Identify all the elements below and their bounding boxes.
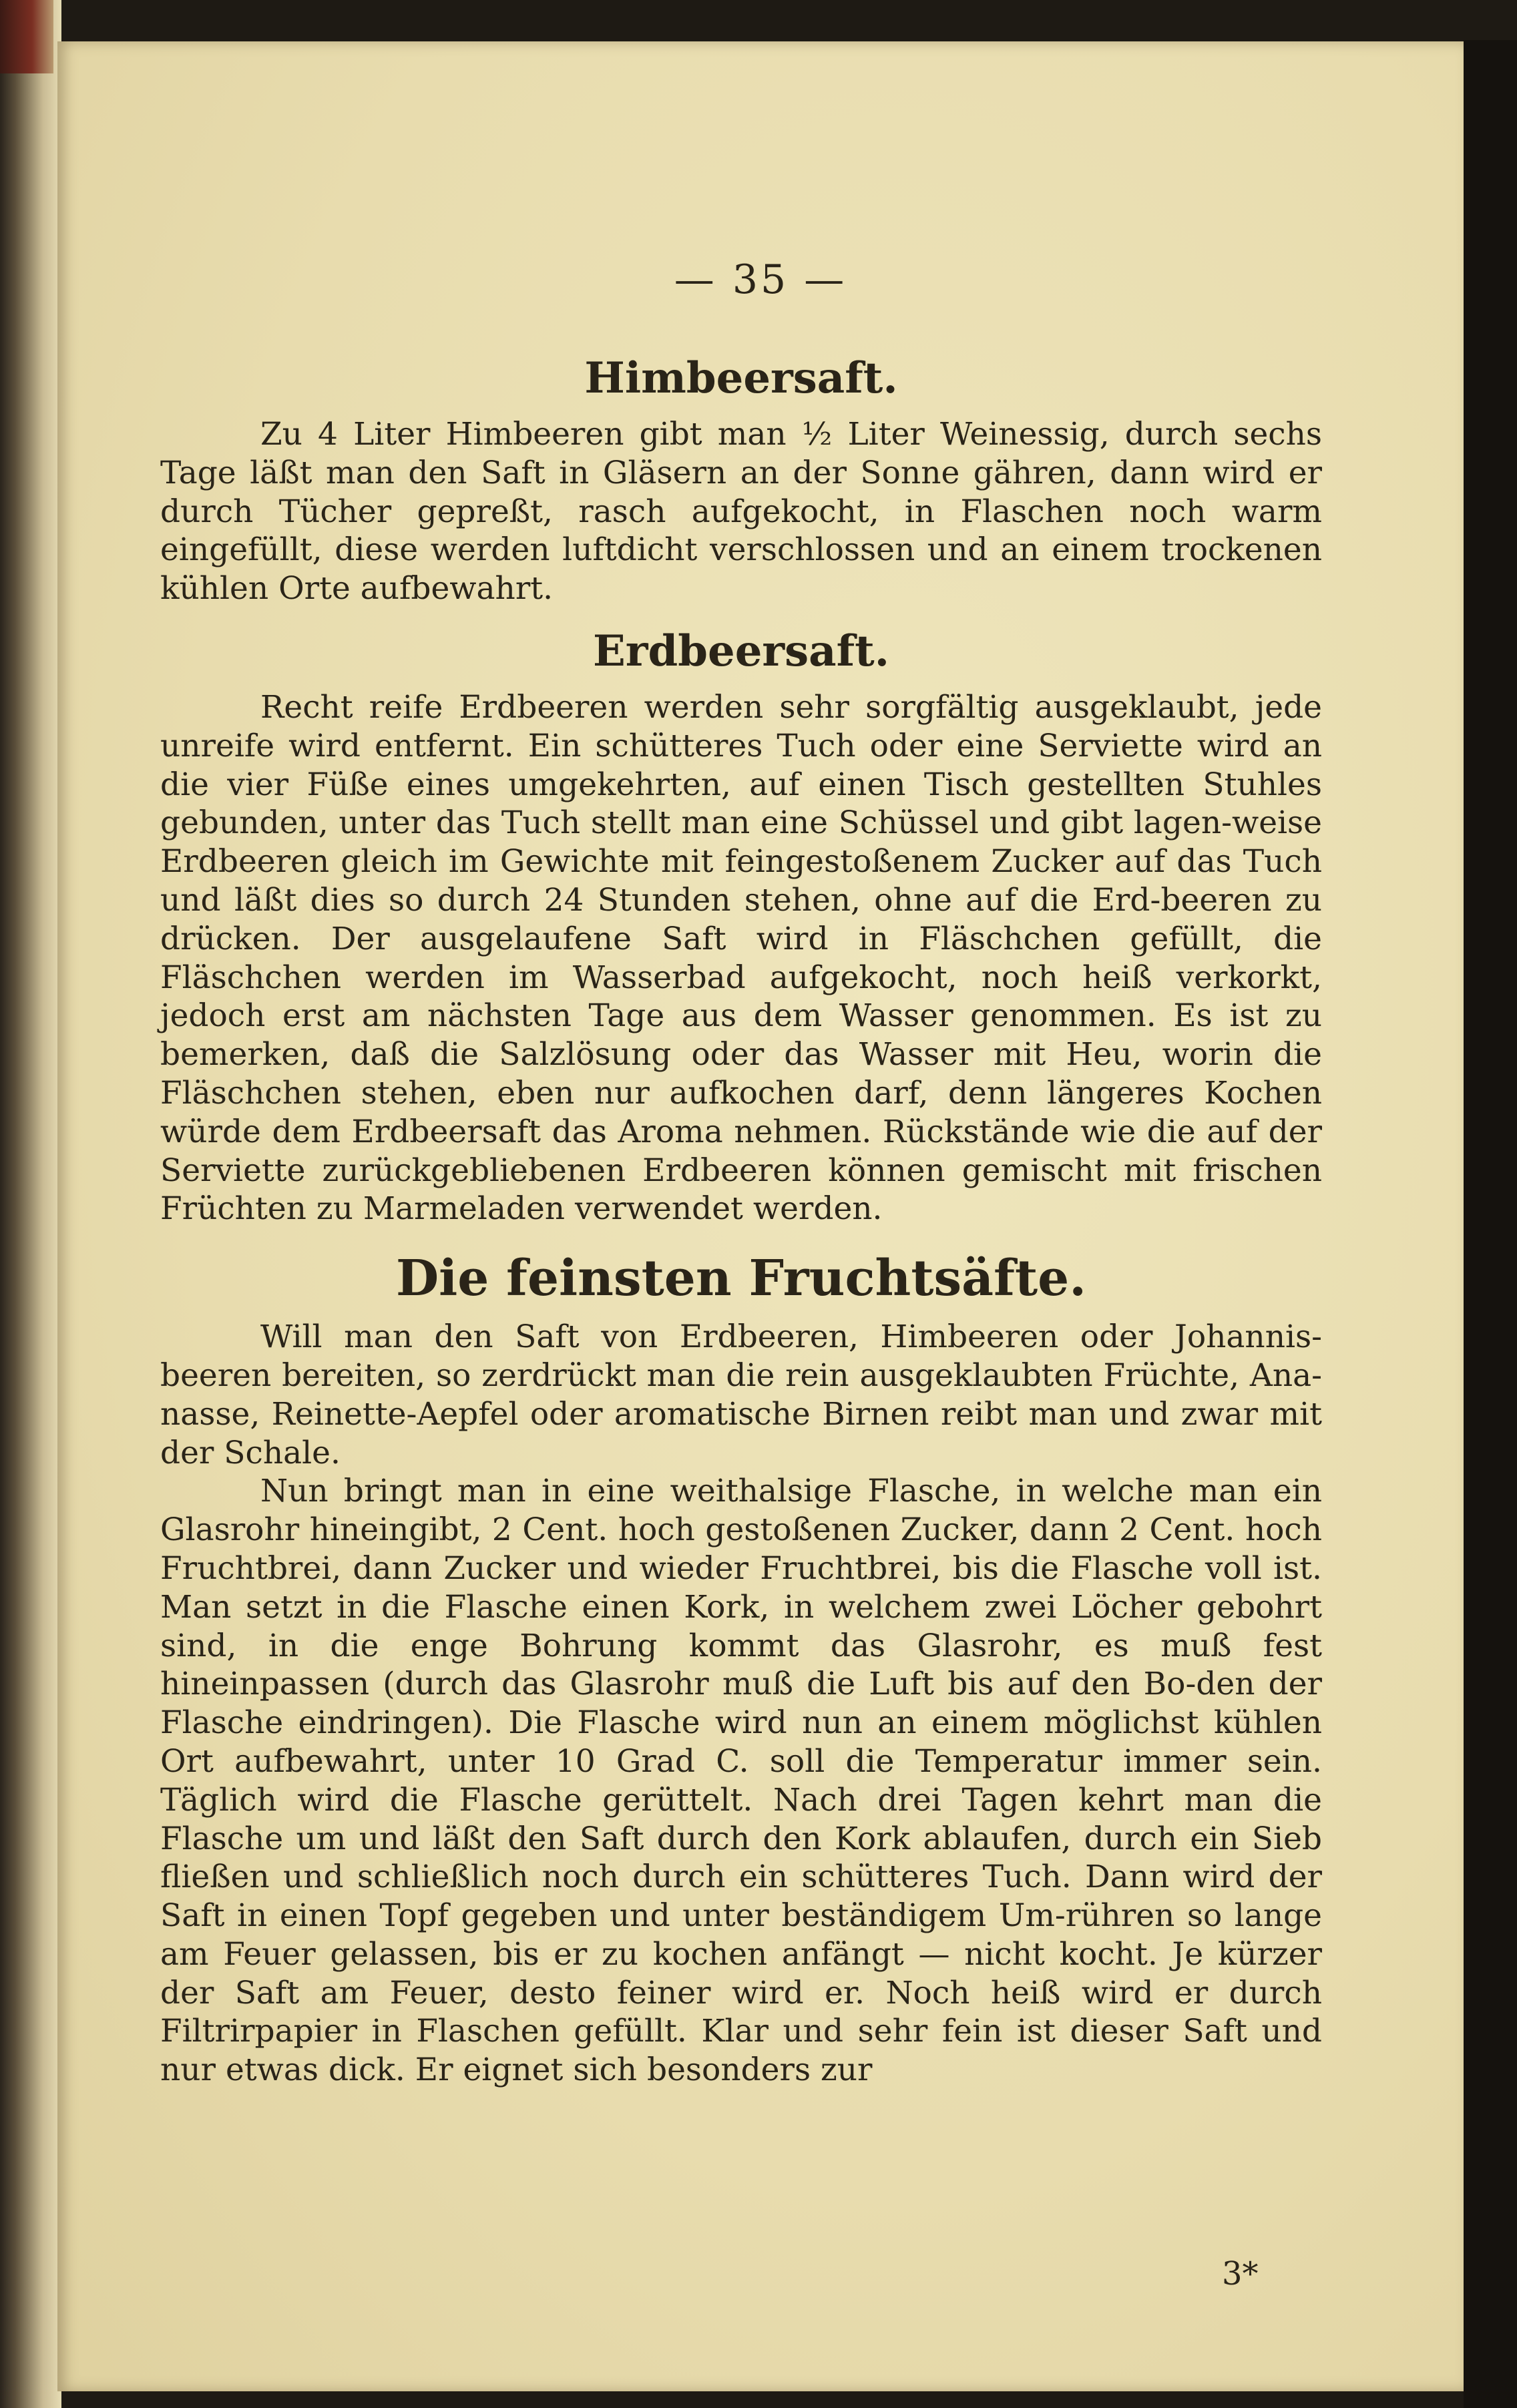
book-spine [0,0,61,2408]
text-block [160,348,1322,2090]
paragraph: Recht reife Erdbeeren werden sehr sorgfältig ausgeklaubt, jede unreife wird entfernt. Ein schütteres Tuch oder eine Serviette wird an die vier Füße eines umgekehrten, auf einen Tisch gestellten Stuhles gebunden, unter das Tuch stellt man eine Schüssel und gibt lagen-weise Erdbeeren gleich im Gewichte mit feingestoßenem Zucker auf das Tuch und läßt dies so durch 24 Stunden stehen, ohne auf die Erd-beeren zu drücken. Der ausgelaufene Saft wird in Fläschchen gefüllt, die Fläschchen werden im Wasserbad aufgekocht, noch heiß verkorkt, jedoch erst am nächsten Tage aus dem Wasser genommen. Es ist zu bemerken, daß die Salzlösung oder das Wasser mit Heu, worin die Fläschchen stehen, eben nur aufkochen darf, denn längeres Kochen würde dem Erdbeersaft das Aroma nehmen. Rückstände wie die auf der Serviette zurückgebliebenen Erdbeeren können gemischt mit frischen Früchten zu Marmeladen verwendet werden. [160,688,1322,1228]
page-number: — 35 — [674,256,847,303]
section-heading-fruchtsaefte: Die feinsten Fruchtsäfte. [396,1250,1086,1308]
paragraph: Zu 4 Liter Himbeeren gibt man ½ Liter Weinessig, durch sechs Tage läßt man den Saft in Gläsern an der Sonne gähren, dann wird er durch Tücher gepreßt, rasch aufgekocht, in Flaschen noch warm eingefüllt, diese werden luftdicht verschlossen und an einem trockenen kühlen Orte aufbewahrt. [160,416,1322,608]
book-page [57,41,1464,2391]
background-edge [1464,40,1517,2408]
paragraph: Will man den Saft von Erdbeeren, Himbeeren oder Johannis-beeren bereiten, so zerdrückt man die rein ausgeklaubten Früchte, Ana-nasse, Reinette-Aepfel oder aromatische Birnen reibt man und zwar mit der Schale. [160,1318,1322,1471]
binding-edge [0,0,53,73]
paragraph: Nun bringt man in eine weithalsige Flasche, in welche man ein Glasrohr hineingibt, 2 Cent. hoch gestoßenen Zucker, dann 2 Cent. hoch Fruchtbrei, dann Zucker und wieder Fruchtbrei, bis die Flasche voll ist. Man setzt in die Flasche einen Kork, in welchem zwei Löcher gebohrt sind, in die enge Bohrung kommt das Glasrohr, es muß fest hineinpassen (durch das Glasrohr muß die Luft bis auf den Bo-den der Flasche eindringen). Die Flasche wird nun an einem möglichst kühlen Ort aufbewahrt, unter 10 Grad C. soll die Temperatur immer sein. Täglich wird die Flasche gerüttelt. Nach drei Tagen kehrt man die Flasche um und läßt den Saft durch den Kork ablaufen, durch ein Sieb fließen und schließlich noch durch ein schütteres Tuch. Dann wird der Saft in einen Topf gegeben und unter beständigem Um-rühren so lange am Feuer gelassen, bis er zu kochen anfängt — nicht kocht. Je kürzer der Saft am Feuer, desto feiner wird er. Noch heiß wird er durch Filtrirpapier in Flaschen gefüllt. Klar und sehr fein ist dieser Saft und nur etwas dick. Er eignet sich besonders zur [160,1473,1322,2089]
section-heading-himbeersaft: Himbeersaft. [584,353,898,403]
signature-mark: 3* [1222,2255,1259,2293]
section-heading-erdbeersaft: Erdbeersaft. [592,626,890,676]
